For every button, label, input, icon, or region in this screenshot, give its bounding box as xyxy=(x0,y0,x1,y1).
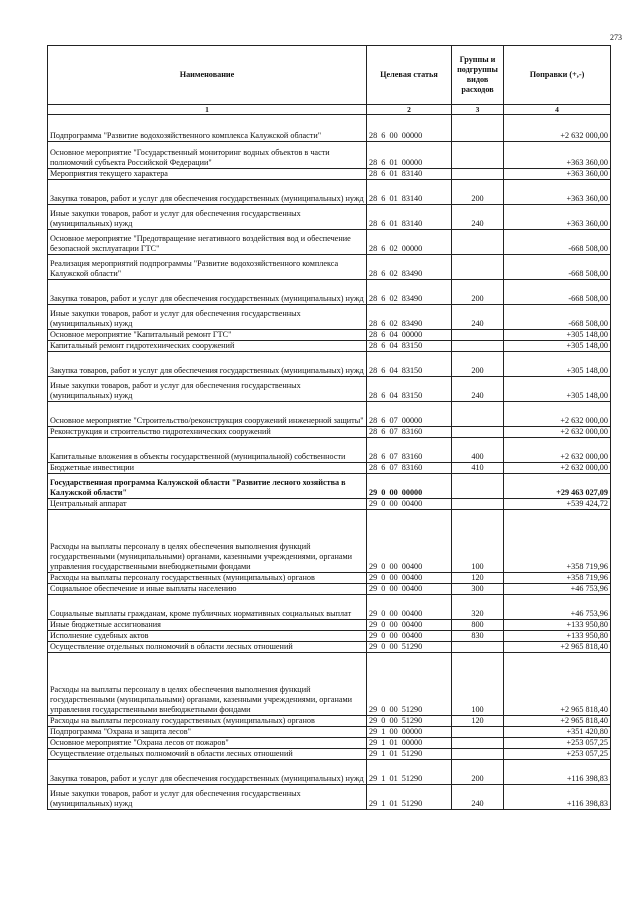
row-target-article: 29 0 00 00400 xyxy=(367,631,452,642)
row-amendment: +363 360,00 xyxy=(504,180,611,205)
table-row xyxy=(48,738,611,749)
row-expense-group xyxy=(452,230,504,255)
row-amendment: +358 719,96 xyxy=(504,510,611,573)
header-name: Наименование xyxy=(48,46,367,105)
row-target-article: 29 1 01 00000 xyxy=(367,738,452,749)
table-row xyxy=(48,760,611,785)
table-row xyxy=(48,642,611,653)
row-amendment: -668 508,00 xyxy=(504,280,611,305)
row-expense-group: 200 xyxy=(452,180,504,205)
table-row xyxy=(48,499,611,510)
row-name: Основное мероприятие "Предотвращение негативного воздействия вод и обеспечение безопасной эксплуатации ГТС" xyxy=(48,230,367,255)
table-row xyxy=(48,749,611,760)
row-target-article: 29 0 00 51290 xyxy=(367,642,452,653)
table-row xyxy=(48,341,611,352)
row-expense-group: 800 xyxy=(452,620,504,631)
row-target-article: 28 6 02 00000 xyxy=(367,230,452,255)
row-amendment: +2 632 000,00 xyxy=(504,438,611,463)
row-name: Закупка товаров, работ и услуг для обеспечения государственных (муниципальных) нужд xyxy=(48,352,367,377)
row-expense-group xyxy=(452,341,504,352)
column-number: 2 xyxy=(367,105,452,115)
row-name: Центральный аппарат xyxy=(48,499,367,510)
row-expense-group xyxy=(452,169,504,180)
row-name: Расходы на выплаты персоналу в целях обеспечения выполнения функций государственными (муниципальными) органами, казенными учреждениями, органами управления государственными внебюджетными фондами xyxy=(48,510,367,573)
row-amendment: -668 508,00 xyxy=(504,230,611,255)
row-target-article: 28 6 07 83160 xyxy=(367,427,452,438)
row-amendment: +116 398,83 xyxy=(504,760,611,785)
page-number: 273 xyxy=(610,33,622,42)
row-target-article: 28 6 01 00000 xyxy=(367,142,452,169)
table-row xyxy=(48,305,611,330)
row-name: Расходы на выплаты персоналу государственных (муниципальных) органов xyxy=(48,716,367,727)
row-expense-group xyxy=(452,115,504,142)
row-expense-group xyxy=(452,727,504,738)
table-row xyxy=(48,402,611,427)
row-target-article: 29 0 00 51290 xyxy=(367,716,452,727)
row-name: Иные бюджетные ассигнования xyxy=(48,620,367,631)
row-amendment: +305 148,00 xyxy=(504,330,611,341)
row-target-article: 29 0 00 00400 xyxy=(367,620,452,631)
table-header-row xyxy=(48,46,611,105)
row-amendment: +253 057,25 xyxy=(504,738,611,749)
row-expense-group: 200 xyxy=(452,352,504,377)
table-row xyxy=(48,205,611,230)
row-target-article: 28 6 04 83150 xyxy=(367,377,452,402)
row-expense-group xyxy=(452,255,504,280)
table-row xyxy=(48,620,611,631)
row-expense-group: 120 xyxy=(452,716,504,727)
row-target-article: 29 0 00 00400 xyxy=(367,573,452,584)
row-amendment: +539 424,72 xyxy=(504,499,611,510)
table-row xyxy=(48,510,611,573)
row-name: Иные закупки товаров, работ и услуг для обеспечения государственных (муниципальных) нужд xyxy=(48,785,367,810)
table-row xyxy=(48,115,611,142)
table-row xyxy=(48,438,611,463)
row-name: Основное мероприятие "Государственный мониторинг водных объектов в части полномочий субъекта Российской Федерации" xyxy=(48,142,367,169)
table-row xyxy=(48,716,611,727)
row-target-article: 28 6 04 83150 xyxy=(367,352,452,377)
row-amendment: +46 753,96 xyxy=(504,584,611,595)
row-target-article: 28 6 02 83490 xyxy=(367,255,452,280)
row-expense-group xyxy=(452,330,504,341)
row-name: Исполнение судебных актов xyxy=(48,631,367,642)
row-name: Расходы на выплаты персоналу государственных (муниципальных) органов xyxy=(48,573,367,584)
row-name: Подпрограмма "Охрана и защита лесов" xyxy=(48,727,367,738)
column-number: 4 xyxy=(504,105,611,115)
row-name: Расходы на выплаты персоналу в целях обеспечения выполнения функций государственными (муниципальными) органами, казенными учреждениями, органами управления государственными внебюджетными фондами xyxy=(48,653,367,716)
header-expense-groups: Группы и подгруппы видов расходов xyxy=(452,46,504,105)
row-name: Капитальные вложения в объекты государственной (муниципальной) собственности xyxy=(48,438,367,463)
row-target-article: 28 6 07 83160 xyxy=(367,463,452,474)
row-name: Закупка товаров, работ и услуг для обеспечения государственных (муниципальных) нужд xyxy=(48,760,367,785)
table-row xyxy=(48,653,611,716)
table-body xyxy=(48,115,611,810)
row-name: Иные закупки товаров, работ и услуг для обеспечения государственных (муниципальных) нужд xyxy=(48,377,367,402)
row-name: Закупка товаров, работ и услуг для обеспечения государственных (муниципальных) нужд xyxy=(48,280,367,305)
row-expense-group: 100 xyxy=(452,510,504,573)
row-expense-group: 120 xyxy=(452,573,504,584)
row-name: Социальное обеспечение и иные выплаты населению xyxy=(48,584,367,595)
row-name: Осуществление отдельных полномочий в области лесных отношений xyxy=(48,642,367,653)
row-amendment: -668 508,00 xyxy=(504,305,611,330)
table-row xyxy=(48,180,611,205)
row-target-article: 28 6 00 00000 xyxy=(367,115,452,142)
table-row xyxy=(48,330,611,341)
row-name: Социальные выплаты гражданам, кроме публичных нормативных социальных выплат xyxy=(48,595,367,620)
row-amendment: +116 398,83 xyxy=(504,785,611,810)
row-target-article: 29 1 01 51290 xyxy=(367,785,452,810)
table-row xyxy=(48,377,611,402)
row-target-article: 29 0 00 00400 xyxy=(367,595,452,620)
row-name: Реконструкция и строительство гидротехнических сооружений xyxy=(48,427,367,438)
row-amendment: +351 420,80 xyxy=(504,727,611,738)
row-target-article: 29 0 00 00000 xyxy=(367,474,452,499)
row-expense-group: 830 xyxy=(452,631,504,642)
row-target-article: 28 6 01 83140 xyxy=(367,169,452,180)
row-target-article: 28 6 07 00000 xyxy=(367,402,452,427)
row-amendment: +2 632 000,00 xyxy=(504,115,611,142)
row-name: Основное мероприятие "Капитальный ремонт ГТС" xyxy=(48,330,367,341)
row-target-article: 28 6 01 83140 xyxy=(367,205,452,230)
table-row xyxy=(48,255,611,280)
table-row xyxy=(48,142,611,169)
row-target-article: 28 6 02 83490 xyxy=(367,280,452,305)
table-row xyxy=(48,280,611,305)
row-expense-group: 320 xyxy=(452,595,504,620)
row-amendment: +363 360,00 xyxy=(504,205,611,230)
table-row xyxy=(48,785,611,810)
row-target-article: 28 6 04 00000 xyxy=(367,330,452,341)
row-amendment: +363 360,00 xyxy=(504,169,611,180)
row-name: Иные закупки товаров, работ и услуг для обеспечения государственных (муниципальных) нужд xyxy=(48,205,367,230)
column-number-row xyxy=(48,105,611,115)
row-target-article: 28 6 07 83160 xyxy=(367,438,452,463)
row-amendment: +29 463 027,09 xyxy=(504,474,611,499)
row-amendment: +363 360,00 xyxy=(504,142,611,169)
row-expense-group: 200 xyxy=(452,760,504,785)
row-amendment: +133 950,80 xyxy=(504,631,611,642)
row-expense-group: 400 xyxy=(452,438,504,463)
table-row xyxy=(48,352,611,377)
row-amendment: +46 753,96 xyxy=(504,595,611,620)
header-target-article: Целевая статья xyxy=(367,46,452,105)
row-amendment: +2 632 000,00 xyxy=(504,427,611,438)
row-amendment: +2 965 818,40 xyxy=(504,716,611,727)
row-name: Подпрограмма "Развитие водохозяйственного комплекса Калужской области" xyxy=(48,115,367,142)
budget-amendments-table xyxy=(47,45,611,810)
table-row xyxy=(48,474,611,499)
row-name: Основное мероприятие "Строительство/реконструкция сооружений инженерной защиты" xyxy=(48,402,367,427)
row-amendment: +2 965 818,40 xyxy=(504,653,611,716)
table-row xyxy=(48,631,611,642)
row-expense-group xyxy=(452,499,504,510)
header-amendments: Поправки (+,-) xyxy=(504,46,611,105)
row-amendment: +305 148,00 xyxy=(504,377,611,402)
table-row xyxy=(48,463,611,474)
row-name: Закупка товаров, работ и услуг для обеспечения государственных (муниципальных) нужд xyxy=(48,180,367,205)
table-row xyxy=(48,427,611,438)
row-amendment: +358 719,96 xyxy=(504,573,611,584)
table-row xyxy=(48,169,611,180)
row-target-article: 29 1 01 51290 xyxy=(367,760,452,785)
row-amendment: +133 950,80 xyxy=(504,620,611,631)
row-expense-group: 240 xyxy=(452,205,504,230)
column-number: 1 xyxy=(48,105,367,115)
row-amendment: +305 148,00 xyxy=(504,341,611,352)
row-target-article: 29 0 00 51290 xyxy=(367,653,452,716)
row-expense-group: 200 xyxy=(452,280,504,305)
row-expense-group xyxy=(452,402,504,427)
table-row xyxy=(48,230,611,255)
row-name: Капитальный ремонт гидротехнических сооружений xyxy=(48,341,367,352)
row-target-article: 29 1 01 51290 xyxy=(367,749,452,760)
table-row xyxy=(48,727,611,738)
row-name: Осуществление отдельных полномочий в области лесных отношений xyxy=(48,749,367,760)
row-name: Иные закупки товаров, работ и услуг для обеспечения государственных (муниципальных) нужд xyxy=(48,305,367,330)
row-expense-group xyxy=(452,749,504,760)
row-amendment: +253 057,25 xyxy=(504,749,611,760)
row-amendment: +2 632 000,00 xyxy=(504,463,611,474)
row-target-article: 28 6 01 83140 xyxy=(367,180,452,205)
table-row xyxy=(48,573,611,584)
row-expense-group: 410 xyxy=(452,463,504,474)
row-amendment: +305 148,00 xyxy=(504,352,611,377)
row-expense-group xyxy=(452,642,504,653)
table-row xyxy=(48,584,611,595)
row-target-article: 29 0 00 00400 xyxy=(367,584,452,595)
row-target-article: 29 1 00 00000 xyxy=(367,727,452,738)
row-expense-group xyxy=(452,474,504,499)
row-expense-group xyxy=(452,738,504,749)
row-expense-group: 240 xyxy=(452,785,504,810)
row-name: Основное мероприятие "Охрана лесов от пожаров" xyxy=(48,738,367,749)
row-name: Бюджетные инвестиции xyxy=(48,463,367,474)
row-target-article: 28 6 04 83150 xyxy=(367,341,452,352)
row-amendment: -668 508,00 xyxy=(504,255,611,280)
row-expense-group xyxy=(452,427,504,438)
row-target-article: 29 0 00 00400 xyxy=(367,499,452,510)
row-expense-group: 240 xyxy=(452,305,504,330)
row-expense-group: 300 xyxy=(452,584,504,595)
row-name: Государственная программа Калужской области "Развитие лесного хозяйства в Калужской области" xyxy=(48,474,367,499)
column-number: 3 xyxy=(452,105,504,115)
row-target-article: 28 6 02 83490 xyxy=(367,305,452,330)
row-name: Мероприятия текущего характера xyxy=(48,169,367,180)
row-target-article: 29 0 00 00400 xyxy=(367,510,452,573)
row-expense-group: 100 xyxy=(452,653,504,716)
row-name: Реализация мероприятий подпрограммы "Развитие водохозяйственного комплекса Калужской области" xyxy=(48,255,367,280)
row-expense-group: 240 xyxy=(452,377,504,402)
row-expense-group xyxy=(452,142,504,169)
table-row xyxy=(48,595,611,620)
row-amendment: +2 965 818,40 xyxy=(504,642,611,653)
row-amendment: +2 632 000,00 xyxy=(504,402,611,427)
